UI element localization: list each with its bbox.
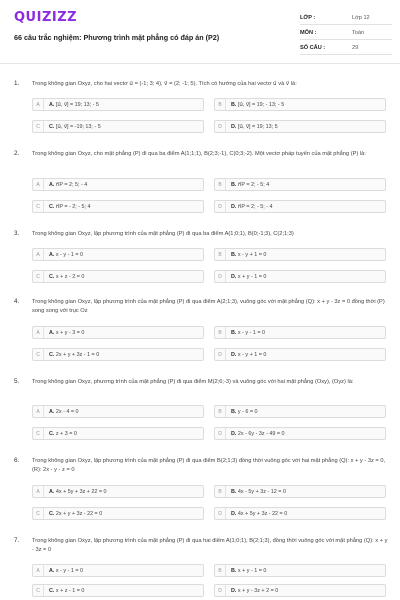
option-letter: C [33, 508, 44, 519]
question-text: Trong không gian Oxyz, lập phương trình của mặt phẳng (P) đi qua điểm A(2;1;3), vuông góc với mặt phẳng (Q): x + y - 3z = 0 đồng thời (P) song song với trục Oz [32, 299, 385, 314]
option-key: C. [49, 123, 55, 130]
option-c[interactable] [32, 120, 204, 133]
option-letter: C [33, 585, 44, 596]
meta-value-count: 29 [352, 45, 359, 51]
question-number: 6. [14, 457, 20, 464]
option-text: z + 3 = 0 [55, 430, 77, 437]
option-key: B. [231, 101, 237, 108]
meta-label-class: LỚP : [300, 15, 316, 21]
option-b[interactable] [214, 326, 386, 339]
option-text: 4x + 5y + 3z - 22 = 0 [237, 510, 288, 517]
question-text: Trong không gian Oxyz, cho hai vectơ u⃗ = (-1; 3; 4), v⃗ = (2; -1; 5). Tích có hướng của hai vectơ u⃗ và v⃗ là: [32, 81, 297, 87]
option-text: x + y - 1 = 0 [237, 567, 267, 574]
option-key: D. [231, 273, 237, 280]
option-text: x - y + 1 = 0 [237, 251, 267, 258]
option-letter: B [215, 179, 226, 190]
question-number: 1. [14, 80, 20, 87]
option-key: B. [231, 329, 237, 336]
meta-row-count [300, 42, 392, 55]
option-letter: A [33, 327, 44, 338]
option-letter: D [215, 585, 226, 596]
meta-value-subject: Toán [352, 30, 365, 36]
meta-row-class [300, 12, 392, 25]
option-key: D. [231, 351, 237, 358]
option-key: C. [49, 203, 55, 210]
option-key: D. [231, 430, 237, 437]
option-key: A. [49, 488, 55, 495]
option-text: [u⃗, v⃗] = 19; 13; 5 [237, 123, 278, 130]
meta-row-subject [300, 27, 392, 40]
option-letter: A [33, 99, 44, 110]
option-d[interactable] [214, 120, 386, 133]
worksheet-header [0, 0, 400, 64]
option-letter: D [215, 508, 226, 519]
option-key: A. [49, 329, 55, 336]
option-text: [u⃗, v⃗] = 19; - 13; - 5 [237, 101, 285, 108]
meta-label-subject: MÔN : [300, 30, 317, 36]
option-a[interactable] [32, 178, 204, 191]
option-letter: A [33, 249, 44, 260]
option-d[interactable] [214, 584, 386, 597]
option-text: x - y - 1 = 0 [237, 329, 266, 336]
option-b[interactable] [214, 405, 386, 418]
option-c[interactable] [32, 507, 204, 520]
option-a[interactable] [32, 485, 204, 498]
option-letter: B [215, 99, 226, 110]
option-c[interactable] [32, 200, 204, 213]
option-d[interactable] [214, 200, 386, 213]
option-text: n⃗P = 2; - 5; 4 [237, 181, 270, 188]
option-letter: A [33, 406, 44, 417]
option-a[interactable] [32, 98, 204, 111]
option-letter: B [215, 565, 226, 576]
question-number: 3. [14, 230, 20, 237]
option-c[interactable] [32, 270, 204, 283]
question-number: 4. [14, 298, 20, 305]
option-text: [u⃗, v⃗] = 19; 13; - 5 [55, 101, 99, 108]
option-text: 2x - 4 = 0 [55, 408, 79, 415]
option-text: 2x + y + 3z - 1 = 0 [55, 351, 100, 358]
option-letter: D [215, 121, 226, 132]
option-key: D. [231, 510, 237, 517]
option-text: 2x + y + 3z - 22 = 0 [55, 510, 103, 517]
option-key: C. [49, 351, 55, 358]
option-a[interactable] [32, 248, 204, 261]
question-text: Trong không gian Oxyz, lập phương trình của mặt phẳng (P) đi qua điểm B(2;1;3) đồng thời vuông góc với hai mặt phẳng (Q): x + y - 3z = 0, (R): 2x - y - z = 0 [32, 458, 386, 473]
option-c[interactable] [32, 348, 204, 361]
option-text: x + z - 2 = 0 [55, 273, 85, 280]
option-letter: C [33, 121, 44, 132]
option-key: B. [231, 408, 237, 415]
option-key: C. [49, 273, 55, 280]
option-text: n⃗P = 2; 5; - 4 [55, 181, 88, 188]
option-a[interactable] [32, 564, 204, 577]
option-b[interactable] [214, 564, 386, 577]
question-number: 5. [14, 378, 20, 385]
option-text: [u⃗, v⃗] = -19; 13; - 5 [55, 123, 101, 130]
option-letter: A [33, 565, 44, 576]
option-letter: D [215, 428, 226, 439]
option-b[interactable] [214, 98, 386, 111]
option-letter: D [215, 201, 226, 212]
option-letter: C [33, 271, 44, 282]
option-b[interactable] [214, 485, 386, 498]
option-letter: A [33, 486, 44, 497]
option-letter: A [33, 179, 44, 190]
option-text: x + y - 3z + 2 = 0 [237, 587, 279, 594]
option-d[interactable] [214, 270, 386, 283]
question-text: Trong không gian Oxyz, phương trình của mặt phẳng (P) đi qua điểm M(2;6;-3) và vuông góc với hai mặt phẳng (Oxy), (Oyz) là: [32, 379, 354, 385]
option-text: y - 6 = 0 [237, 408, 258, 415]
option-text: n⃗P = - 2; - 5; 4 [55, 203, 91, 210]
option-key: A. [49, 101, 55, 108]
option-key: D. [231, 587, 237, 594]
question-text: Trong không gian Oxyz, cho mặt phẳng (P) đi qua ba điểm A(1;1;1), B(2;3;-1), C(0;3;-2). Một vectơ pháp tuyến của mặt phẳng (P) là: [32, 151, 366, 157]
option-key: B. [231, 251, 237, 258]
option-b[interactable] [214, 248, 386, 261]
option-c[interactable] [32, 427, 204, 440]
option-key: B. [231, 567, 237, 574]
option-key: B. [231, 488, 237, 495]
option-letter: C [33, 201, 44, 212]
option-a[interactable] [32, 326, 204, 339]
option-key: B. [231, 181, 237, 188]
option-letter: B [215, 406, 226, 417]
option-letter: D [215, 349, 226, 360]
option-key: C. [49, 510, 55, 517]
option-key: D. [231, 123, 237, 130]
option-key: A. [49, 567, 55, 574]
option-letter: D [215, 271, 226, 282]
option-d[interactable] [214, 348, 386, 361]
option-letter: C [33, 428, 44, 439]
option-text: n⃗P = 2; - 5; - 4 [237, 203, 273, 210]
option-text: x + z - 1 = 0 [55, 587, 85, 594]
option-letter: B [215, 486, 226, 497]
meta-label-count: SỐ CÂU : [300, 45, 326, 51]
option-key: C. [49, 430, 55, 437]
option-text: 2x - 6y - 3z - 49 = 0 [237, 430, 285, 437]
option-text: x - y - 1 = 0 [55, 251, 84, 258]
option-key: D. [231, 203, 237, 210]
question-number: 7. [14, 537, 20, 544]
option-d[interactable] [214, 427, 386, 440]
option-letter: B [215, 327, 226, 338]
option-c[interactable] [32, 584, 204, 597]
question-text: Trong không gian Oxyz, lập phương trình của mặt phẳng (P) đi qua ba điểm A(1;0;1), B(0;-1;3), C(2;1;3) [32, 231, 294, 237]
option-d[interactable] [214, 507, 386, 520]
question-text: Trong không gian Oxyz, lập phương trình của mặt phẳng (P) đi qua hai điểm A(1;0;1), B(2;1;3), đồng thời vuông góc với mặt phẳng (Q): x + y - 3z = 0 [32, 538, 388, 553]
option-key: A. [49, 408, 55, 415]
meta-value-class: Lớp 12 [352, 15, 370, 21]
option-text: x + y - 1 = 0 [237, 273, 267, 280]
option-letter: C [33, 349, 44, 360]
question-number: 2. [14, 150, 20, 157]
option-text: x + y - 3 = 0 [55, 329, 85, 336]
option-text: x - y - 1 = 0 [55, 567, 84, 574]
option-letter: B [215, 249, 226, 260]
option-key: A. [49, 251, 55, 258]
option-a[interactable] [32, 405, 204, 418]
option-text: 4x - 5y + 3z - 12 = 0 [237, 488, 286, 495]
option-text: x - y + 1 = 0 [237, 351, 267, 358]
option-key: C. [49, 587, 55, 594]
option-b[interactable] [214, 178, 386, 191]
option-key: A. [49, 181, 55, 188]
quizizz-logo: QUIZIZZ [14, 10, 78, 25]
worksheet-title: 66 câu trắc nghiệm: Phương trình mặt phẳng có đáp án (P2) [14, 33, 220, 42]
option-text: 4x + 5y + 3z + 22 = 0 [55, 488, 107, 495]
worksheet-meta [300, 12, 392, 57]
